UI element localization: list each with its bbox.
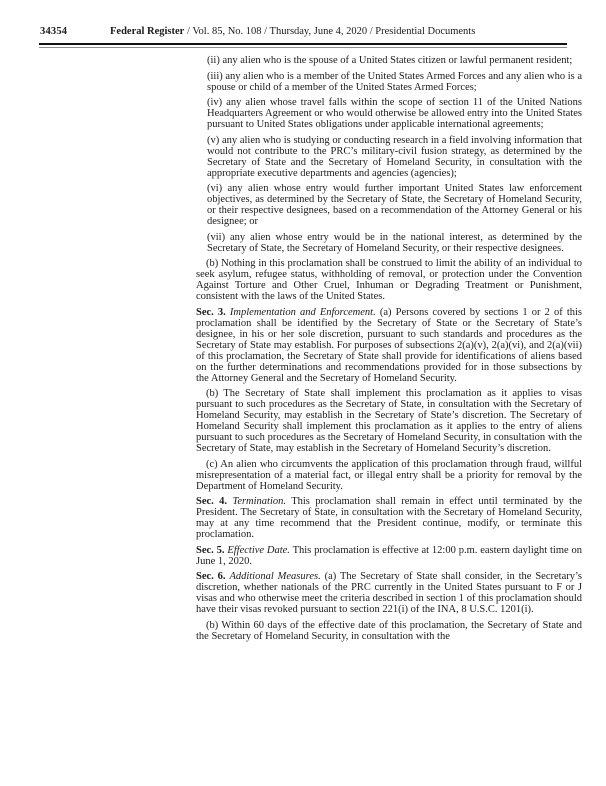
section-6 (196, 571, 582, 615)
clause-vi: (vi) any alien whose entry would further important United States law enforcement objectives, as determined by the Secretary of State, the Secretary of Homeland Security, or their respective designees, based on a recommendation of the Attorney General or his designee; or (207, 183, 582, 227)
section-4-title: Termination. (232, 496, 287, 507)
section-3-label: Sec. 3. (196, 306, 226, 318)
header-citation-meta: / Vol. 85, No. 108 / Thursday, June 4, 2020 / Presidential Documents (186, 26, 476, 37)
clause-vii: (vii) any alien whose entry would be in the national interest, as determined by the Secretary of State, the Secretary of Homeland Security, or their respective designees. (207, 231, 582, 254)
section-6-text: (a) The Secretary of State shall consider, in the Secretary’s discretion, whether nationals of the PRC currently in the United States pursuant to F or J visas and who otherwise meet the criteria described in section 1 of this proclamation should have their visas revoked pursuant to section 221(i) of the INA, 8 U.S.C. 1201(i). (196, 571, 582, 615)
clause-v: (v) any alien who is studying or conducting research in a field involving information that would not contribute to the PRC’s military-civil fusion strategy, as determined by the Secretary of State and the Secretary of Homeland Security, in consultation with the appropriate executive departments and agencies (agencies); (207, 134, 582, 179)
clause-ii: (ii) any alien who is the spouse of a United States citizen or lawful permanent resident; (207, 55, 573, 66)
clause-iii: (iii) any alien who is a member of the United States Armed Forces and any alien who is a spouse or child of a member of the United States Armed Forces; (207, 70, 582, 93)
section-5-label: Sec. 5. (196, 544, 225, 556)
section-5 (196, 545, 582, 567)
page-number: 34354 (40, 26, 68, 37)
section-4-label: Sec. 4. (196, 496, 228, 507)
section-5-text: This proclamation is effective at 12:00 p.m. eastern daylight time on June 1, 2020. (196, 544, 582, 567)
section-4-text: This proclamation shall remain in effect until terminated by the President. The Secretary of State, in consultation with the Secretary of Homeland Security, may at any time recommend that the President continue, modify, or terminate this proclamation. (196, 496, 582, 540)
section-4 (196, 496, 582, 540)
document-body (196, 55, 582, 646)
journal-name: Federal Register (110, 26, 185, 37)
section-5-title: Effective Date. (227, 544, 290, 556)
clause-iv: (iv) any alien whose travel falls within the scope of section 11 of the United Nations Headquarters Agreement or who would otherwise be allowed entry into the United States pursuant to United States obligations under applicable international agreements; (207, 97, 582, 130)
paragraph-6b: (b) Within 60 days of the effective date of this proclamation, the Secretary of State and the Secretary of Homeland Security, in consultation with the (196, 619, 582, 642)
section-3-text: (a) Persons covered by sections 1 or 2 of this proclamation shall be identified by the Secretary of State or the Secretary of State’s designee, in his or her sole discretion, pursuant to such standards and procedures as the Secretary of State may establish. For purposes of subsections 2(a)(v), 2(a)(vi), and 2(a)(vii) of this proclamation, the Secretary of State shall provide for identifications of aliens based on the further determinations and recommendations provided for in those subsections by the Attorney General and the Secretary of Homeland Security. (196, 306, 583, 384)
paragraph-3b: (b) The Secretary of State shall implement this proclamation as it applies to visas pursuant to such procedures as the Secretary of State, in consultation with the Secretary of Homeland Security, may establish in the Secretary of State’s discretion. The Secretary of Homeland Security shall implement this proclamation as it applies to the entry of aliens pursuant to such procedures as the Secretary of Homeland Security, in consultation with the Secretary of State, may establish in the Secretary of Homeland Security’s discretion. (196, 388, 582, 454)
page-header (40, 26, 568, 38)
section-6-label: Sec. 6. (196, 571, 226, 582)
section-3 (196, 307, 582, 384)
section-6-title: Additional Measures. (229, 571, 321, 582)
header-citation (110, 26, 475, 38)
section-3-title: Implementation and Enforcement. (229, 306, 376, 318)
paragraph-2b: (b) Nothing in this proclamation shall be construed to limit the ability of an individual to seek asylum, refugee status, withholding of removal, or protection under the Convention Against Torture and Other Cruel, Inhuman or Degrading Treatment or Punishment, consistent with the laws of the United States. (196, 258, 582, 302)
paragraph-3c: (c) An alien who circumvents the application of this proclamation through fraud, willful misrepresentation of a material fact, or illegal entry shall be a priority for removal by the Department of Homeland Security. (196, 458, 582, 492)
header-double-rule (39, 43, 567, 48)
